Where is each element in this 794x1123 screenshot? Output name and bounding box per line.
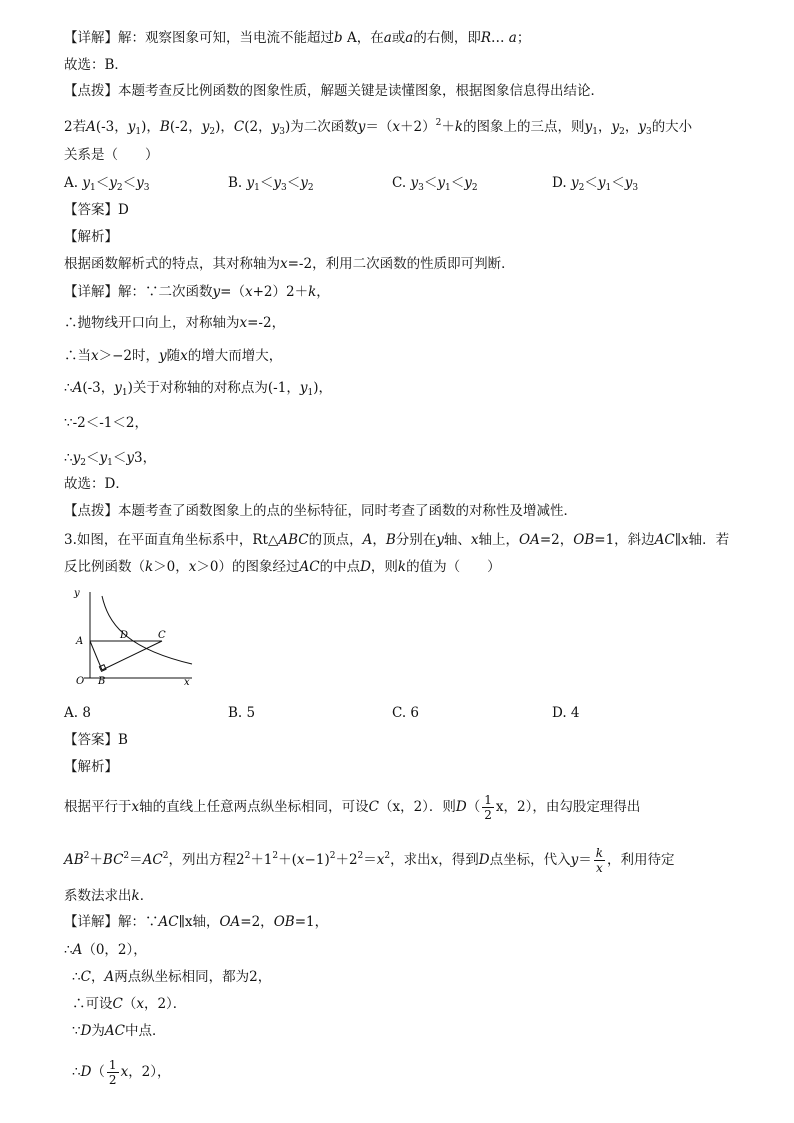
- detail-tag: 【详解】: [64, 30, 118, 46]
- fraction-half: $\frac{1}{2}$: [484, 793, 492, 822]
- q2-answer: 【答案】D: [64, 202, 129, 218]
- q2-point: 【点拨】本题考查了函数图象上的点的坐标特征，同时考查了函数的对称性及增减性．: [64, 503, 577, 519]
- q3-analysis-1: 根据平行于x轴的直线上任意两点纵坐标相同，可设C（x，2）．则D（ $\frac{1}{2}$ x，2），由勾股定理得出: [64, 793, 641, 822]
- q3-detail-5: ∵D为AC中点．: [72, 1023, 166, 1039]
- segment-bc: [102, 641, 162, 670]
- q2-detail-6: $\therefore y_2<y_1<y3$，: [64, 450, 157, 468]
- q3-option-a[interactable]: A. 8: [64, 705, 91, 721]
- q3-detail-6: ∴D（ $\frac{1}{2}$ x，2），: [72, 1058, 171, 1087]
- q3-analysis-2: $AB^2+BC^2=AC^2$，列出方程$2^2+1^2+(x-1)^2+2^2=x^2$，求出x，得到D点坐标，代入y＝ $\frac{k}{x}$ ，利用待定: [64, 846, 675, 875]
- q3-stem-1: 3.如图，在平面直角坐标系中，Rt△ABC的顶点，A，B分别在y轴、x轴上，OA=2，OB=1，斜边AC∥x轴．若: [64, 532, 730, 548]
- label-y: y: [74, 588, 80, 599]
- q3-detail-1: 【详解】解：∵AC∥x轴，OA=2，OB=1，: [64, 914, 329, 930]
- q2-option-d[interactable]: D. $y_2<y_1<y_3$: [552, 175, 639, 193]
- q2-analysis: 根据函数解析式的特点，其对称轴为x=-2，利用二次函数的性质即可判断．: [64, 256, 515, 272]
- label-o: O: [76, 676, 85, 687]
- label-x: x: [184, 677, 190, 688]
- q3-analysis-tag: 【解析】: [64, 759, 118, 775]
- choose-line: 故选：B．: [64, 57, 128, 73]
- segment-ab: [90, 641, 102, 670]
- label-c: C: [158, 630, 166, 641]
- fraction-k-over-x: $\frac{k}{x}$: [595, 846, 604, 875]
- label-a: A: [76, 636, 84, 647]
- q2-stem: 2若A(-3，$y_1$)，B(-2，$y_2$)，C(2，$y_3$)为二次函数$y=(x+2)^2+k$的图象上的三点，则$y_1$，$y_2$，$y_3$的大小: [64, 118, 693, 137]
- q3-option-c[interactable]: C. 6: [392, 705, 420, 721]
- q2-detail-2: ∴抛物线开口向上，对称轴为x=-2，: [64, 315, 286, 331]
- q2-choose: 故选：D．: [64, 476, 129, 492]
- q2-detail-4: ∴A(-3，$y_1$)关于对称轴的对称点为(-1，$y_1$)，: [64, 380, 332, 398]
- label-d: D: [120, 630, 129, 641]
- q2-detail-5: ∵-2＜-1＜2，: [64, 415, 148, 431]
- detail-line: 【详解】解：观察图象可知，当电流不能超过b A，在a或a的右侧，即R… a；: [64, 30, 531, 46]
- q2-option-b[interactable]: B. $y_1<y_3<y_2$: [228, 175, 314, 193]
- q3-answer: 【答案】B: [64, 732, 128, 748]
- fraction-half-2: $\frac{1}{2}$: [108, 1058, 117, 1087]
- q3-detail-4: ∴可设C（x，2）．: [72, 996, 187, 1012]
- q2-stem-line2: 关系是（ ）: [64, 147, 159, 163]
- q2-option-c[interactable]: C. $y_3<y_1<y_2$: [392, 175, 478, 193]
- q3-detail-3: ∴C，A两点纵坐标相同，都为2，: [72, 969, 272, 985]
- q2-detail-3: ∴当x＞−2时，y随x的增大而增大，: [64, 348, 283, 364]
- q2-option-a[interactable]: A. $y_1<y_2<y_3$: [64, 175, 150, 193]
- q2-analysis-tag: 【解析】: [64, 229, 118, 245]
- label-b: B: [98, 676, 106, 687]
- q3-stem-2: 反比例函数（k＞0，x＞0）的图象经过AC的中点D，则k的值为（ ）: [64, 559, 501, 575]
- q2-detail-1: 【详解】解：∵二次函数y=（x+2）2＋k，: [64, 284, 330, 300]
- q3-detail-2: ∴A（0，2），: [64, 942, 147, 958]
- point-line: 【点拨】本题考查反比例函数的图象性质，解题关键是读懂图象，根据图象信息得出结论．: [64, 83, 604, 99]
- q3-option-b[interactable]: B. 5: [228, 705, 256, 721]
- q3-figure: [64, 586, 196, 688]
- q3-option-d[interactable]: D. 4: [552, 705, 580, 721]
- q3-analysis-3: 系数法求出k．: [64, 888, 154, 904]
- hyperbola-curve: [102, 596, 192, 664]
